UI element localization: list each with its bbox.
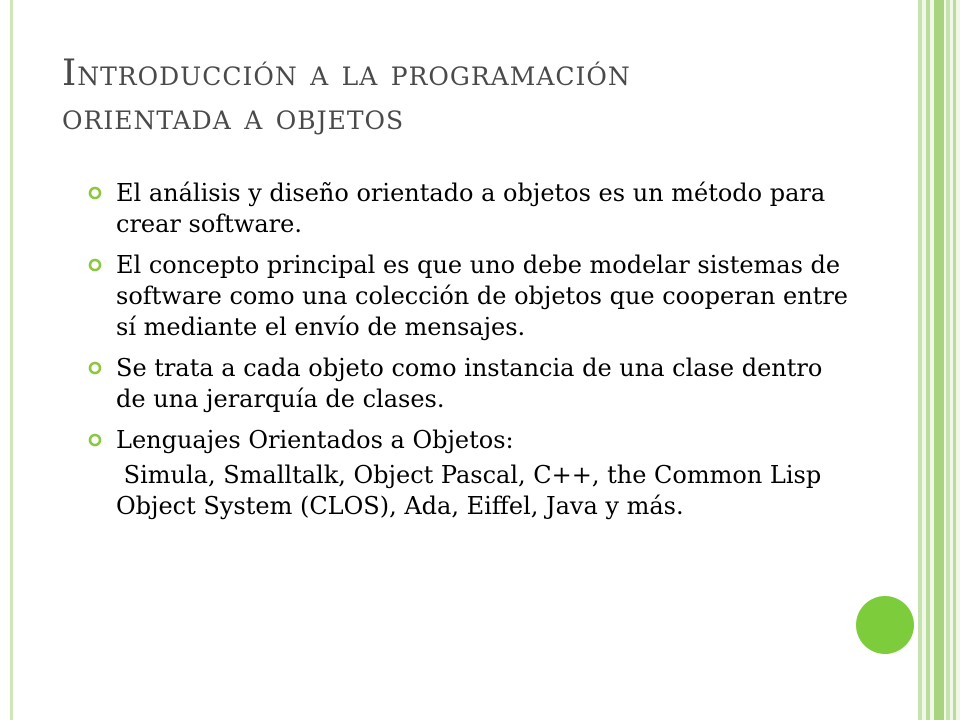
slide-title-line1: Introducción a la programación: [62, 53, 631, 94]
bullet-list: [88, 178, 848, 532]
slide-title: [62, 52, 862, 140]
decorative-stripe: [918, 0, 922, 720]
bullet-item: [88, 178, 848, 240]
ring-bullet-icon: [88, 186, 102, 200]
ring-bullet-icon: [88, 361, 102, 375]
bullet-item: [88, 425, 848, 456]
bullet-text: El concepto principal es que uno debe modelar sistemas de software como una colección de objetos que cooperan entre sí mediante el envío de mensajes.: [116, 251, 848, 341]
ring-bullet-icon: [88, 433, 102, 447]
bullet-item: [88, 353, 848, 415]
decorative-stripe: [926, 0, 930, 720]
slide-title-line2: orientada a objetos: [62, 97, 405, 138]
bullet-text: El análisis y diseño orientado a objetos es un método para crear software.: [116, 179, 826, 238]
continuation-text: Simula, Smalltalk, Object Pascal, C++, the Common Lisp Object System (CLOS), Ada, Eiffel, Java y más.: [116, 461, 829, 520]
bullet-item: [88, 250, 848, 343]
bullet-text: Lenguajes Orientados a Objetos:: [116, 426, 514, 454]
decorative-stripe: [946, 0, 950, 720]
bullet-text: Se trata a cada objeto como instancia de una clase dentro de una jerarquía de clases.: [116, 354, 823, 413]
decorative-stripe: [953, 0, 956, 720]
left-border: [10, 0, 13, 720]
decorative-stripe: [934, 0, 944, 720]
green-circle-decoration: [856, 596, 914, 654]
ring-bullet-icon: [88, 258, 102, 272]
